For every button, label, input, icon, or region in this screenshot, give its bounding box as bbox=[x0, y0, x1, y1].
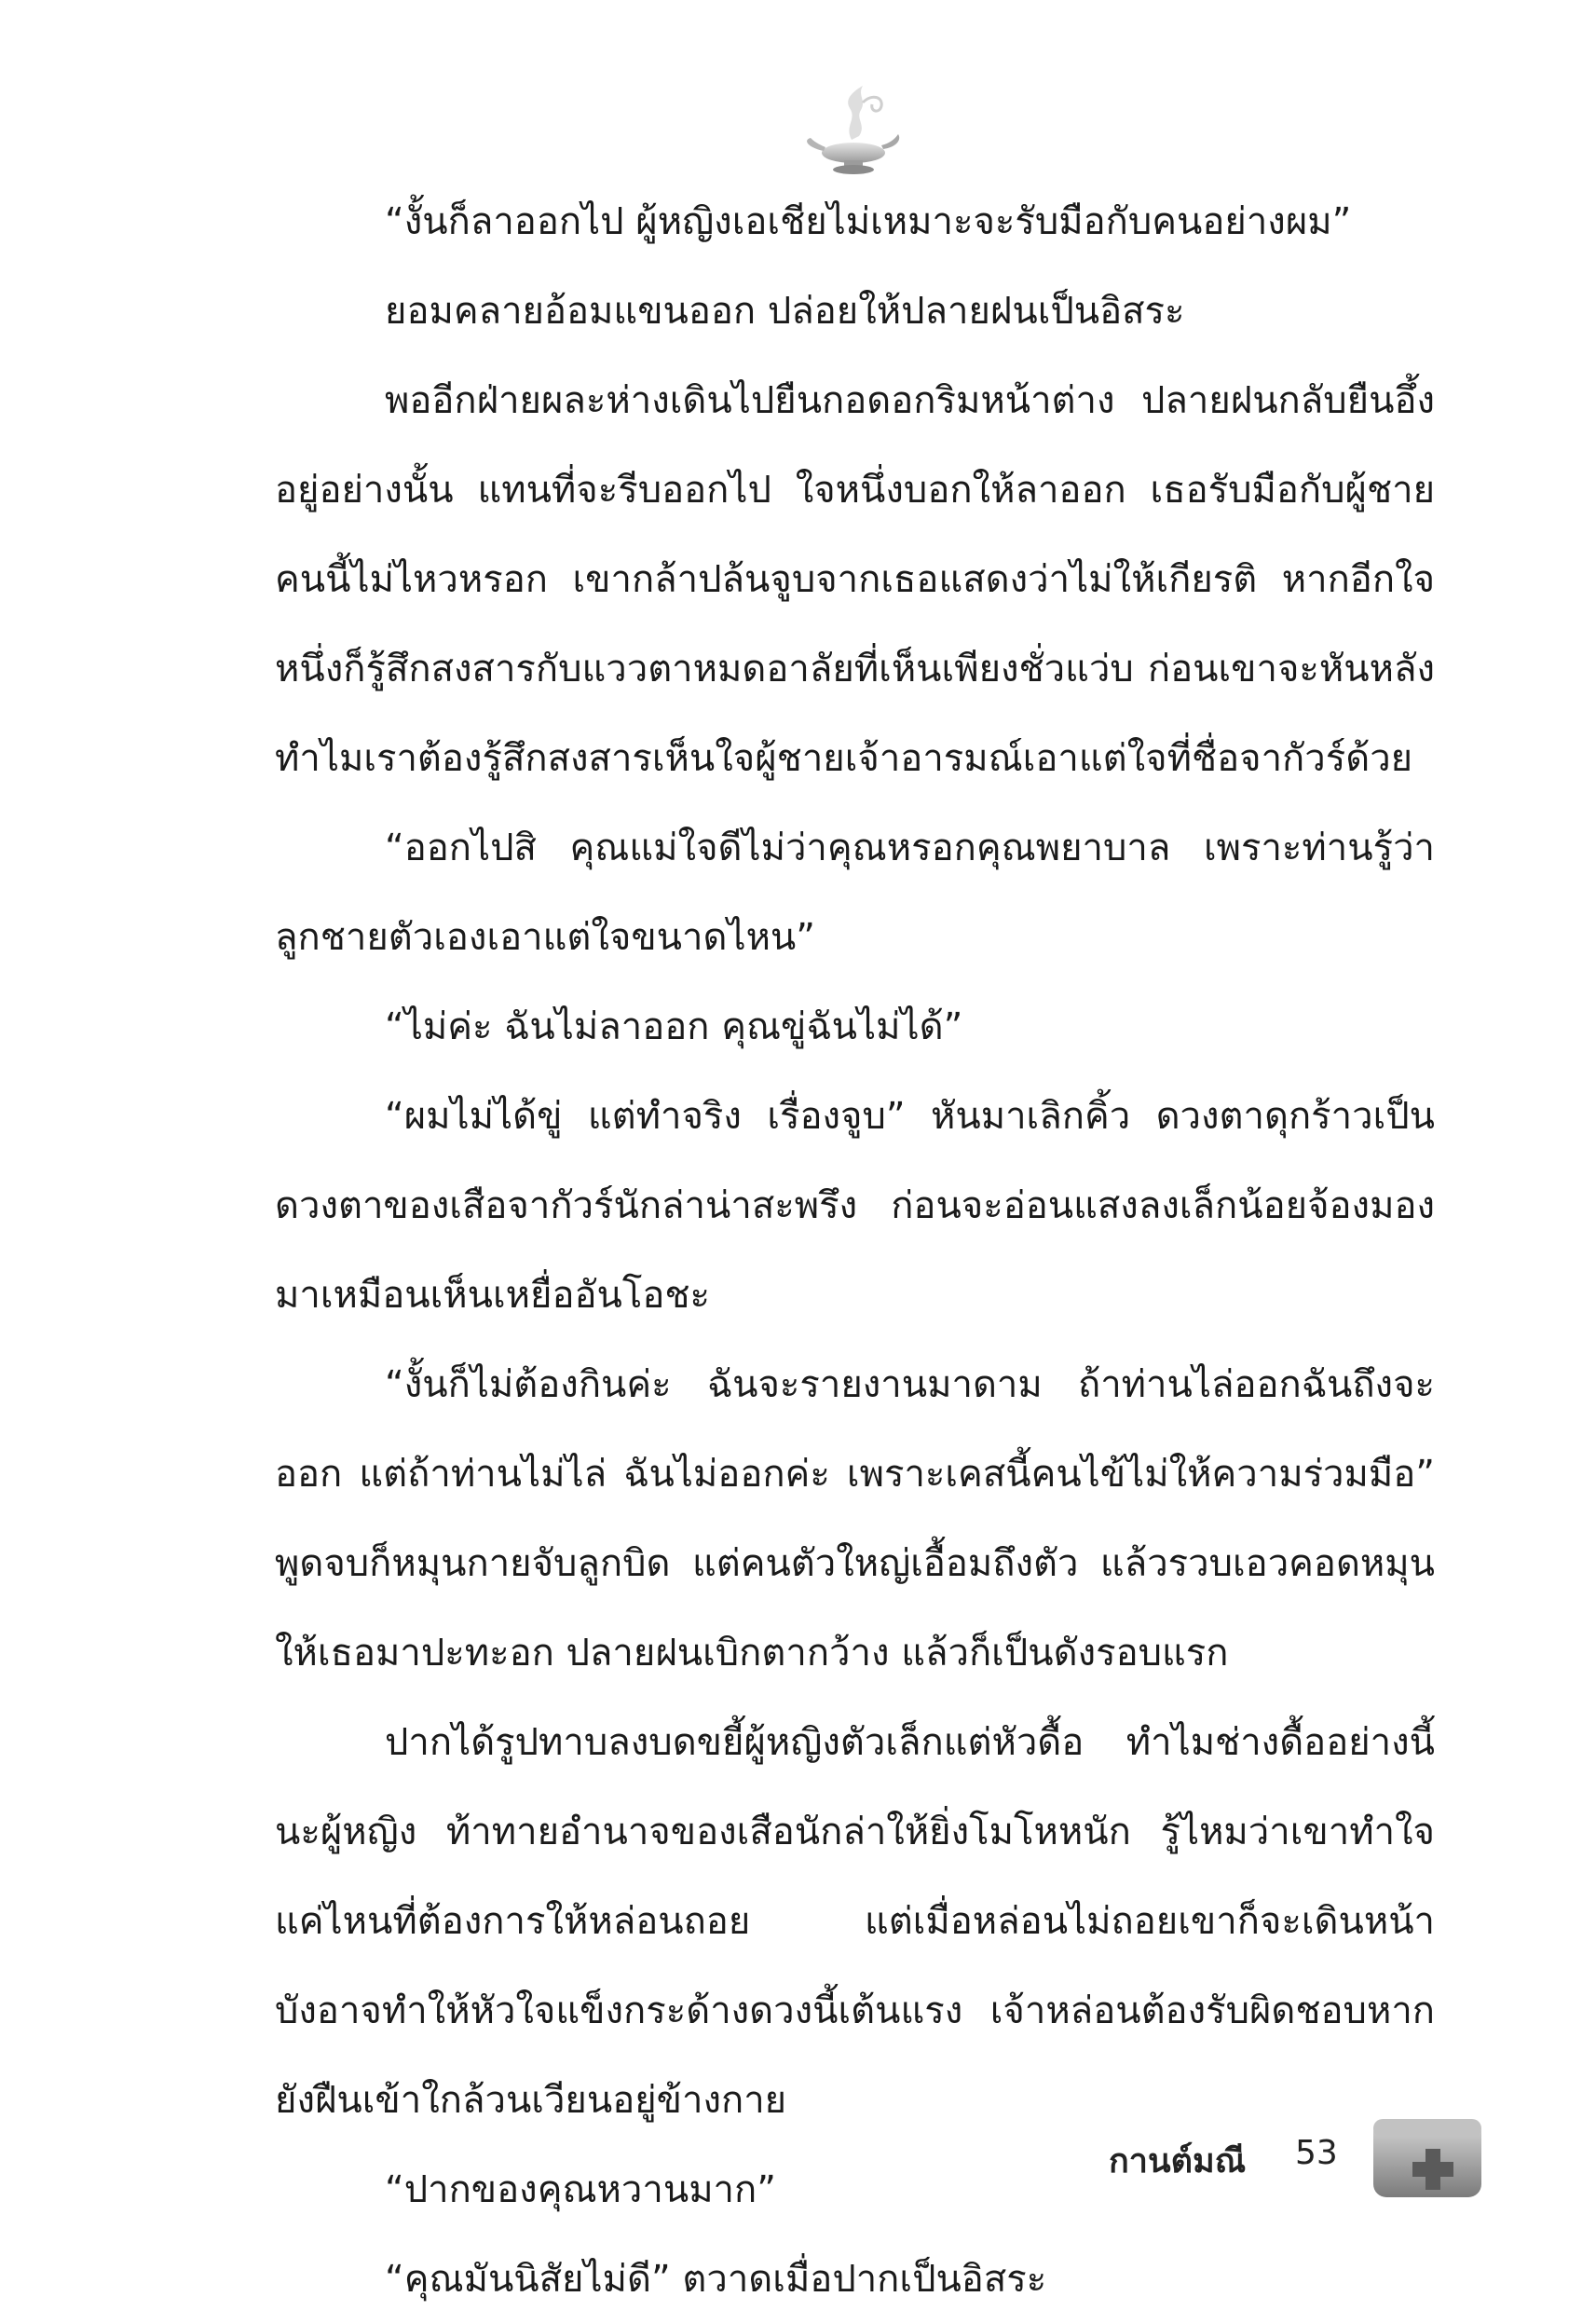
first-aid-kit-icon bbox=[1368, 2106, 1487, 2208]
paragraph: “ผมไม่ได้ขู่ แต่ทำจริง เรื่องจูบ” หันมาเลิกคิ้ว ดวงตาดุกร้าวเป็นดวงตาของเสือจากัวร์นักล่าน่าสะพรึง ก่อนจะอ่อนแสงลงเล็กน้อยจ้องมองมาเหมือนเห็นเหยื่ออันโอชะ bbox=[275, 1095, 1435, 1317]
paragraph: “ปากของคุณหวานมาก” bbox=[385, 2168, 776, 2211]
paragraph: “คุณมันนิสัยไม่ดี” ตวาดเมื่อปากเป็นอิสระ bbox=[385, 2258, 1047, 2301]
paragraph: พออีกฝ่ายผละห่างเดินไปยืนกอดอกริมหน้าต่าง ปลายฝนกลับยืนอึ้งอยู่อย่างนั้น แทนที่จะรีบออกไป ใจหนึ่งบอกให้ลาออก เธอรับมือกับผู้ชายคนนี้ไม่ไหวหรอก เขากล้าปล้นจูบจากเธอแสดงว่าไม่ให้เกียรติ หากอีกใจหนึ่งก็รู้สึกสงสารกับแววตาหมดอาลัยที่เห็นเพียงชั่วแว่บ ก่อนเขาจะหันหลัง ทำไมเราต้องรู้สึกสงสารเห็นใจผู้ชายเจ้าอารมณ์เอาแต่ใจที่ชื่อจากัวร์ด้วย bbox=[275, 379, 1435, 780]
body-text bbox=[275, 177, 1435, 2324]
paragraph: “งั้นก็ไม่ต้องกินค่ะ ฉันจะรายงานมาดาม ถ้าท่านไล่ออกฉันถึงจะออก แต่ถ้าท่านไม่ไล่ ฉันไม่ออกค่ะ เพราะเคสนี้คนไข้ไม่ให้ความร่วมมือ” พูดจบก็หมุนกายจับลูกบิด แต่คนตัวใหญ่เอื้อมถึงตัว แล้วรวบเอวคอดหมุนให้เธอมาปะทะอก ปลายฝนเบิกตากว้าง แล้วก็เป็นดังรอบแรก bbox=[275, 1363, 1435, 1675]
book-title: กานต์มณี bbox=[1109, 2142, 1247, 2180]
paragraph: “ไม่ค่ะ ฉันไม่ลาออก คุณขู่ฉันไม่ได้” bbox=[385, 1005, 963, 1048]
paragraph: ปากได้รูปทาบลงบดขยี้ผู้หญิงตัวเล็กแต่หัวดื้อ ทำไมช่างดื้ออย่างนี้นะผู้หญิง ท้าทายอำนาจของเสือนักล่าให้ยิ่งโมโหหนัก รู้ไหมว่าเขาทำใจแค่ไหนที่ต้องการให้หล่อนถอย แต่เมื่อหล่อนไม่ถอยเขาก็จะเดินหน้าบังอาจทำให้หัวใจแข็งกระด้างดวงนี้เต้นแรง เจ้าหล่อนต้องรับผิดชอบหากยังฝืนเข้าใกล้วนเวียนอยู่ข้างกาย bbox=[275, 1721, 1435, 2122]
paragraph: ยอมคลายอ้อมแขนออก ปล่อยให้ปลายฝนเป็นอิสระ bbox=[385, 290, 1185, 333]
paragraph: “ออกไปสิ คุณแม่ใจดีไม่ว่าคุณหรอกคุณพยาบาล เพราะท่านรู้ว่าลูกชายตัวเองเอาแต่ใจขนาดไหน” bbox=[275, 827, 1435, 959]
page-footer bbox=[1071, 2106, 1519, 2208]
page-number: 53 bbox=[1295, 2134, 1338, 2172]
paragraph: “งั้นก็ลาออกไป ผู้หญิงเอเชียไม่เหมาะจะรับมือกับคนอย่างผม” bbox=[385, 200, 1352, 243]
magic-lamp-icon bbox=[798, 75, 909, 186]
